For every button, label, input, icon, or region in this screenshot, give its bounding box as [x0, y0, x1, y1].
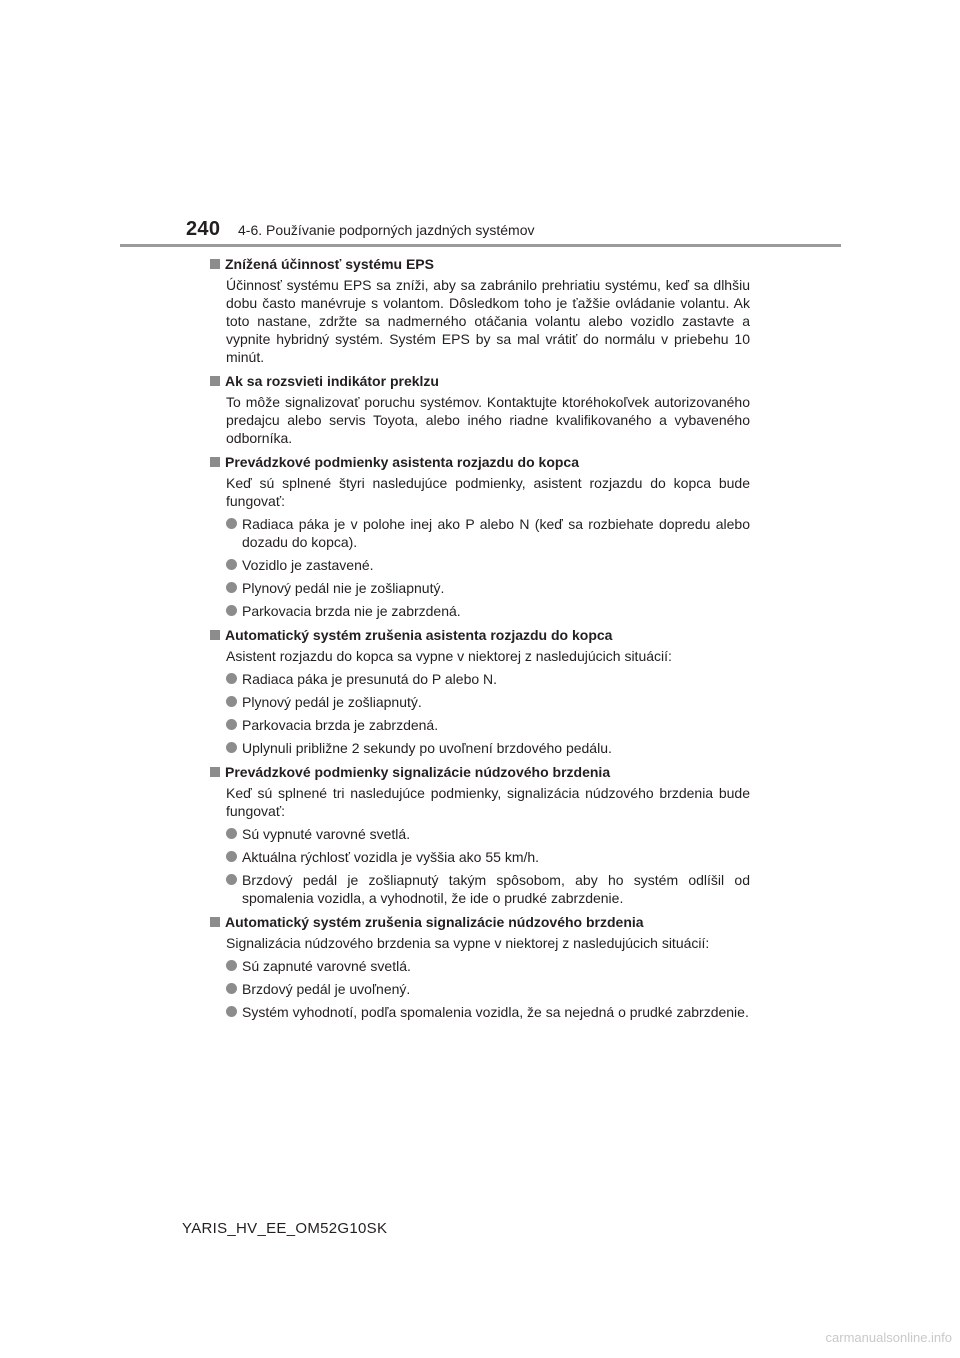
manual-section — [210, 625, 750, 761]
round-bullet-icon — [226, 518, 237, 529]
section-title: Ak sa rozsvieti indikátor preklzu — [225, 372, 439, 389]
square-bullet-icon — [210, 457, 220, 467]
round-bullet-icon — [226, 559, 237, 570]
list-item — [226, 579, 750, 597]
section-title: Znížená účinnosť systému EPS — [225, 255, 434, 272]
manual-section — [210, 371, 750, 451]
list-item-text: Vozidlo je zastavené. — [242, 557, 374, 573]
round-bullet-icon — [226, 828, 237, 839]
list-item — [226, 515, 750, 551]
page-number: 240 — [186, 218, 221, 240]
round-bullet-icon — [226, 851, 237, 862]
section-heading — [210, 371, 750, 390]
list-item-text: Radiaca páka je v polohe inej ako P alebo N (keď sa rozbiehate dopredu alebo dozadu do kopca). — [242, 516, 750, 550]
list-item-text: Aktuálna rýchlosť vozidla je vyššia ako 55 km/h. — [242, 849, 540, 865]
list-item — [226, 670, 750, 688]
round-bullet-icon — [226, 742, 237, 753]
round-bullet-icon — [226, 719, 237, 730]
list-item-text: Brzdový pedál je uvoľnený. — [242, 981, 411, 997]
list-item — [226, 980, 750, 998]
list-item — [226, 825, 750, 843]
section-title: Automatický systém zrušenia asistenta rozjazdu do kopca — [225, 626, 613, 643]
section-text: Účinnosť systému EPS sa zníži, aby sa zabránilo prehriatiu systému, keď sa dlhšiu dobu často manévruje s volantom. Dôsledkom toho je ťažšie ovládanie volantu. Ak toto nastane, zdržte sa nadmerného otáčania volantu alebo vozidlo zastavte a vypnite hybridný systém. Systém EPS by sa mal vrátiť do normálu v priebehu 10 minút. — [226, 277, 750, 365]
section-heading — [210, 912, 750, 931]
section-heading — [210, 625, 750, 644]
square-bullet-icon — [210, 767, 220, 777]
list-item-text: Brzdový pedál je zošliapnutý takým spôsobom, aby ho systém odlíšil od spomalenia vozidla, a vyhodnotil, že ide o prudké zabrzdenie. — [242, 872, 750, 906]
list-item-text: Plynový pedál nie je zošliapnutý. — [242, 580, 445, 596]
list-item — [226, 1003, 750, 1021]
round-bullet-icon — [226, 605, 237, 616]
section-heading — [210, 452, 750, 471]
square-bullet-icon — [210, 259, 220, 269]
list-item-text: Parkovacia brzda nie je zabrzdená. — [242, 603, 461, 619]
list-item — [226, 848, 750, 866]
list-item — [226, 602, 750, 620]
list-item — [226, 957, 750, 975]
manual-section — [210, 762, 750, 911]
list-item — [226, 693, 750, 711]
round-bullet-icon — [226, 696, 237, 707]
round-bullet-icon — [226, 983, 237, 994]
section-text: To môže signalizovať poruchu systémov. Kontaktujte ktoréhokoľvek autorizovaného predajcu alebo servis Toyota, alebo iného riadne kvalifikovaného a vybaveného odborníka. — [226, 394, 750, 446]
section-text: Signalizácia núdzového brzdenia sa vypne v niektorej z nasledujúcich situácií: — [226, 935, 710, 951]
list-item-text: Uplynuli približne 2 sekundy po uvoľnení brzdového pedálu. — [242, 740, 612, 756]
section-text: Keď sú splnené štyri nasledujúce podmienky, asistent rozjazdu do kopca bude fungovať: — [226, 475, 750, 509]
chapter-title: 4-6. Používanie podporných jazdných systémov — [238, 222, 535, 238]
list-item-text: Plynový pedál je zošliapnutý. — [242, 694, 422, 710]
site-watermark: carmanualsonline.info — [825, 1330, 952, 1345]
round-bullet-icon — [226, 582, 237, 593]
section-title: Prevádzkové podmienky asistenta rozjazdu do kopca — [225, 453, 579, 470]
round-bullet-icon — [226, 673, 237, 684]
round-bullet-icon — [226, 874, 237, 885]
round-bullet-icon — [226, 1006, 237, 1017]
square-bullet-icon — [210, 917, 220, 927]
list-item-text: Systém vyhodnotí, podľa spomalenia vozidla, že sa nejedná o prudké zabrzdenie. — [242, 1004, 749, 1020]
header-divider — [120, 244, 841, 247]
manual-section — [210, 452, 750, 624]
list-item — [226, 871, 750, 907]
list-item-text: Parkovacia brzda je zabrzdená. — [242, 717, 439, 733]
section-heading — [210, 254, 750, 273]
square-bullet-icon — [210, 630, 220, 640]
square-bullet-icon — [210, 376, 220, 386]
section-text: Keď sú splnené tri nasledujúce podmienky, signalizácia núdzového brzdenia bude fungovať: — [226, 785, 750, 819]
section-heading — [210, 762, 750, 781]
round-bullet-icon — [226, 960, 237, 971]
section-title: Automatický systém zrušenia signalizácie núdzového brzdenia — [225, 913, 644, 930]
section-title: Prevádzkové podmienky signalizácie núdzového brzdenia — [225, 763, 611, 780]
list-item-text: Sú zapnuté varovné svetlá. — [242, 958, 411, 974]
list-item — [226, 739, 750, 757]
manual-section — [210, 254, 750, 370]
document-code: YARIS_HV_EE_OM52G10SK — [182, 1220, 388, 1237]
list-item-text: Radiaca páka je presunutá do P alebo N. — [242, 671, 498, 687]
list-item — [226, 556, 750, 574]
list-item — [226, 716, 750, 734]
section-text: Asistent rozjazdu do kopca sa vypne v niektorej z nasledujúcich situácií: — [226, 648, 672, 664]
manual-content — [210, 253, 750, 1025]
list-item-text: Sú vypnuté varovné svetlá. — [242, 826, 411, 842]
manual-section — [210, 912, 750, 1025]
